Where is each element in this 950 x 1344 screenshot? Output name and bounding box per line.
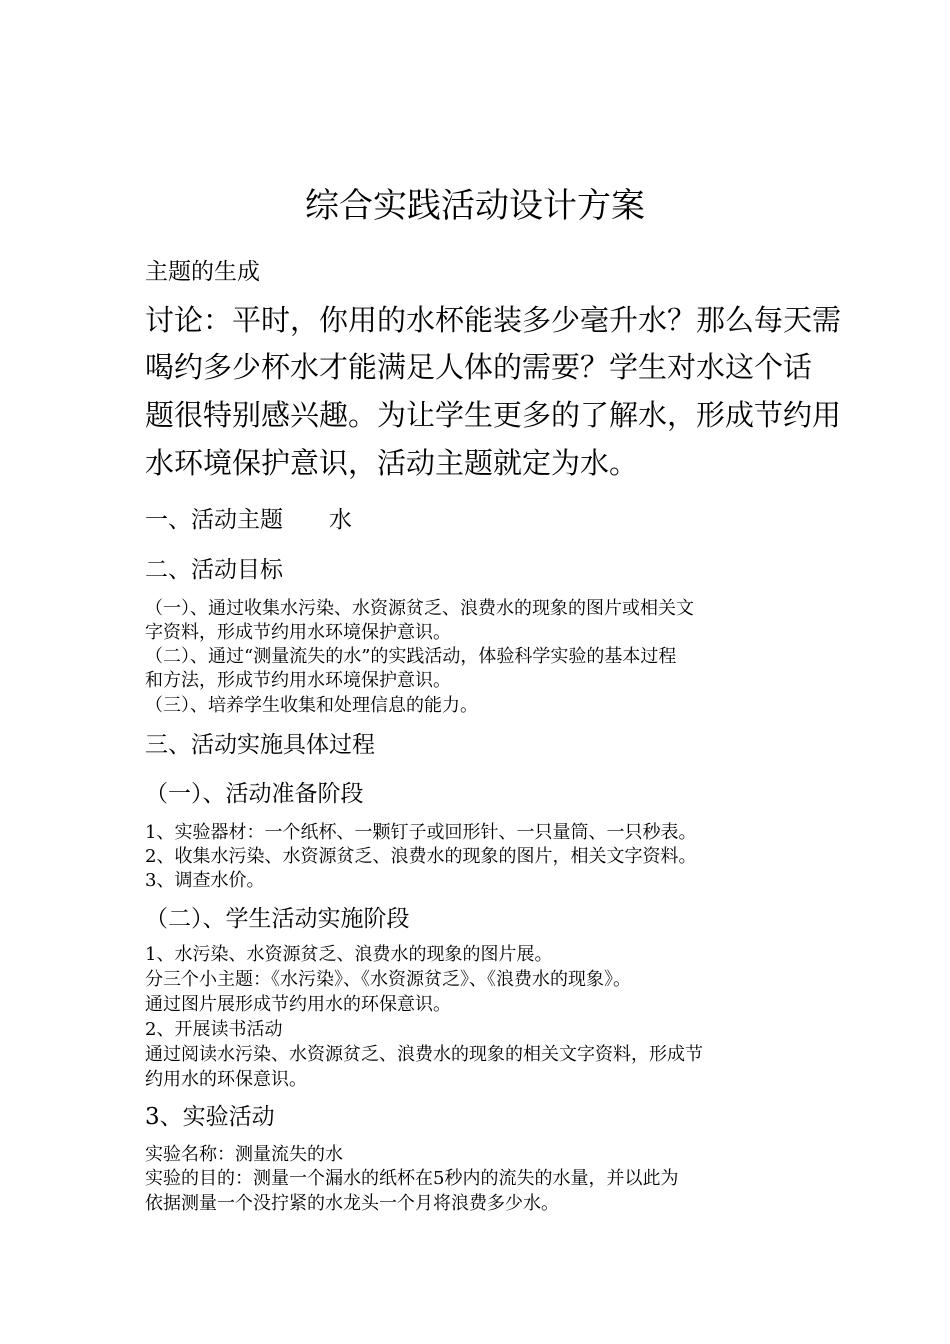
prep-line: 2、收集水污染、水资源贫乏、浪费水的现象的图片，相关文字资料。 [145,846,697,867]
goal-line: 字资料，形成节约用水环境保护意识。 [145,622,451,643]
implement-line: 1、水污染、水资源贫乏、浪费水的现象的图片展。 [145,944,553,965]
section-label: 一、活动主题 [145,507,283,533]
intro-line: 喝约多少杯水才能满足人体的需要？学生对水这个话 [145,350,813,384]
section-heading-3: 三、活动实施具体过程 [145,732,375,758]
experiment-line: 实验的目的：测量一个漏水的纸杯在5秒内的流失的水量，并以此为 [145,1168,679,1189]
goal-line: （三）、培养学生收集和处理信息的能力。 [145,695,478,716]
phase-heading-2: （二）、学生活动实施阶段 [145,906,410,932]
implement-line: 2、开展读书活动 [145,1019,283,1040]
implement-line: 约用水的环保意识。 [145,1069,307,1090]
goal-line: （二）、通过“测量流失的水”的实践活动，体验科学实验的基本过程 [145,646,677,667]
implement-line: 分三个小主题：《水污染》、《水资源贫乏》、《浪费水的现象》。 [145,969,631,990]
experiment-line: 实验名称：测量流失的水 [145,1144,343,1165]
phase-heading-1: （一）、活动准备阶段 [145,781,364,807]
section-value: 水 [329,507,352,533]
prep-line: 3、调查水价。 [145,870,265,891]
page-title: 综合实践活动设计方案 [305,186,645,226]
experiment-line: 依据测量一个没拧紧的水龙头一个月将浪费多少水。 [145,1193,559,1214]
intro-line: 水环境保护意识，活动主题就定为水。 [145,446,639,480]
goal-line: （一）、通过收集水污染、水资源贫乏、浪费水的现象的图片或相关文 [145,598,694,619]
experiment-heading: 3、实验活动 [145,1104,275,1130]
implement-line: 通过图片展形成节约用水的环保意识。 [145,994,451,1015]
goal-line: 和方法，形成节约用水环境保护意识。 [145,670,451,691]
section-heading-2: 二、活动目标 [145,557,283,583]
implement-line: 通过阅读水污染、水资源贫乏、浪费水的现象的相关文字资料，形成节 [145,1044,703,1065]
prep-line: 1、实验器材：一个纸杯、一颗钉子或回形针、一只量筒、一只秒表。 [145,822,697,843]
section-heading-1 [145,501,352,534]
theme-heading: 主题的生成 [145,259,260,285]
intro-line: 题很特别感兴趣。为让学生更多的了解水，形成节约用 [145,398,842,432]
intro-line: 讨论：平时，你用的水杯能装多少毫升水？那么每天需 [145,303,842,337]
